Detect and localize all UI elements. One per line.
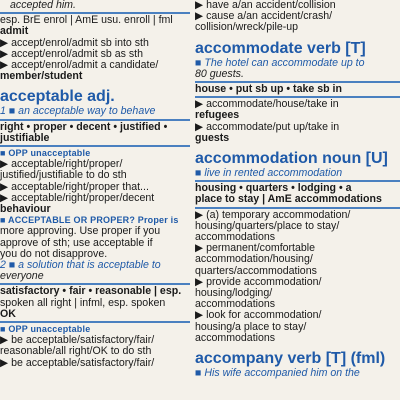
sense-example: 2 ■ a solution that is acceptable to: [0, 259, 161, 272]
headword: accompany verb [T] (fml): [195, 350, 386, 368]
synonym-list: place to stay | AmE accommodations: [195, 193, 382, 206]
left-column: [0, 0, 190, 369]
entry-text: esp. BrE enrol | AmE usu. enroll | fml: [0, 14, 173, 27]
example-text: everyone: [0, 270, 44, 283]
sense-example: ■ The hotel can accommodate up to: [195, 56, 365, 69]
headword: accommodate verb [T]: [195, 39, 366, 57]
synonym-list: justifiable: [0, 131, 50, 144]
entry-text: accommodations: [195, 331, 276, 344]
entry-text: housing/quarters/place to stay/: [195, 219, 340, 232]
entry-text: accommodations: [195, 298, 276, 311]
section-divider: [0, 145, 190, 147]
entry-text: ▶ provide accommodation/: [195, 275, 322, 288]
entry-text: ▶ be acceptable/satisfactory/fair/: [0, 334, 155, 347]
opposite-label: ■ OPP unacceptable: [0, 148, 91, 159]
entry-text: ▶ accommodate/house/take in: [195, 98, 339, 111]
example-text: 80 guests.: [195, 67, 244, 80]
entry-text: accommodations: [195, 231, 276, 244]
entry-text: ▶ (a) temporary accommodation/: [195, 208, 351, 221]
entry-text: ▶ look for accommodation/: [195, 309, 322, 322]
entry-text: ▶ accept/enrol/admit sb as sth: [0, 47, 143, 60]
collocation-text: refugees: [195, 109, 240, 122]
collocation-text: member/student: [0, 70, 83, 83]
entry-text: ▶ accept/enrol/admit sb into sth: [0, 36, 149, 49]
collocation-text: admit: [0, 25, 29, 38]
synonym-list: right • proper • decent • justified •: [0, 120, 168, 133]
entry-text: ▶ accommodate/put up/take in: [195, 120, 340, 133]
entry-text: you do not disapprove.: [0, 247, 108, 260]
synonym-list: house • put sb up • take sb in: [195, 83, 342, 96]
opposite-label: ■ OPP unacceptable: [0, 324, 91, 335]
entry-text: ▶ acceptable/right/proper that...: [0, 180, 149, 193]
entry-text: justified/justifiable to do sth: [0, 169, 127, 182]
entry-text: ▶ accept/enrol/admit a candidate/: [0, 59, 159, 72]
entry-text: more approving. Use proper if you: [0, 225, 161, 238]
entry-text: accommodation/housing/: [195, 253, 313, 266]
entry-text: ▶ permanent/comfortable: [195, 242, 316, 255]
entry-text: ▶ acceptable/right/proper/: [0, 158, 123, 171]
headword: accommodation noun [U]: [195, 150, 388, 168]
entry-text: ▶ cause a/an accident/crash/: [195, 10, 333, 23]
synonym-list: OK: [0, 307, 16, 320]
sense-example: 1 ■ an acceptable way to behave: [0, 105, 156, 118]
example-text: accepted him.: [10, 0, 76, 11]
entry-text: reasonable/all right/OK to do sth: [0, 345, 152, 358]
synonym-list: satisfactory • fair • reasonable | esp.: [0, 285, 182, 298]
collocation-text: behaviour: [0, 203, 51, 216]
entry-text: approve of sth; use acceptable if: [0, 236, 153, 249]
sense-example: ■ live in rented accommodation: [195, 167, 343, 180]
sense-example: ■ His wife accompanied him on the: [195, 367, 360, 380]
entry-text: spoken all right | infml, esp. spoken: [0, 296, 166, 309]
entry-text: housing/lodging/: [195, 287, 273, 300]
entry-text: ▶ acceptable/right/proper/decent: [0, 191, 155, 204]
headword: acceptable adj.: [0, 88, 115, 106]
synonym-list: housing • quarters • lodging • a: [195, 182, 352, 195]
usage-note: ■ ACCEPTABLE OR PROPER? Proper is: [0, 215, 179, 226]
entry-text: housing/a place to stay/: [195, 320, 307, 333]
entry-text: ▶ be acceptable/satisfactory/fair/: [0, 356, 155, 369]
section-divider: [0, 321, 190, 323]
entry-text: collision/wreck/pile-up: [195, 21, 299, 34]
entry-text: ▶ have a/an accident/collision: [195, 0, 336, 11]
right-column: [195, 0, 400, 379]
collocation-text: guests: [195, 131, 230, 144]
entry-text: quarters/accommodations: [195, 264, 317, 277]
